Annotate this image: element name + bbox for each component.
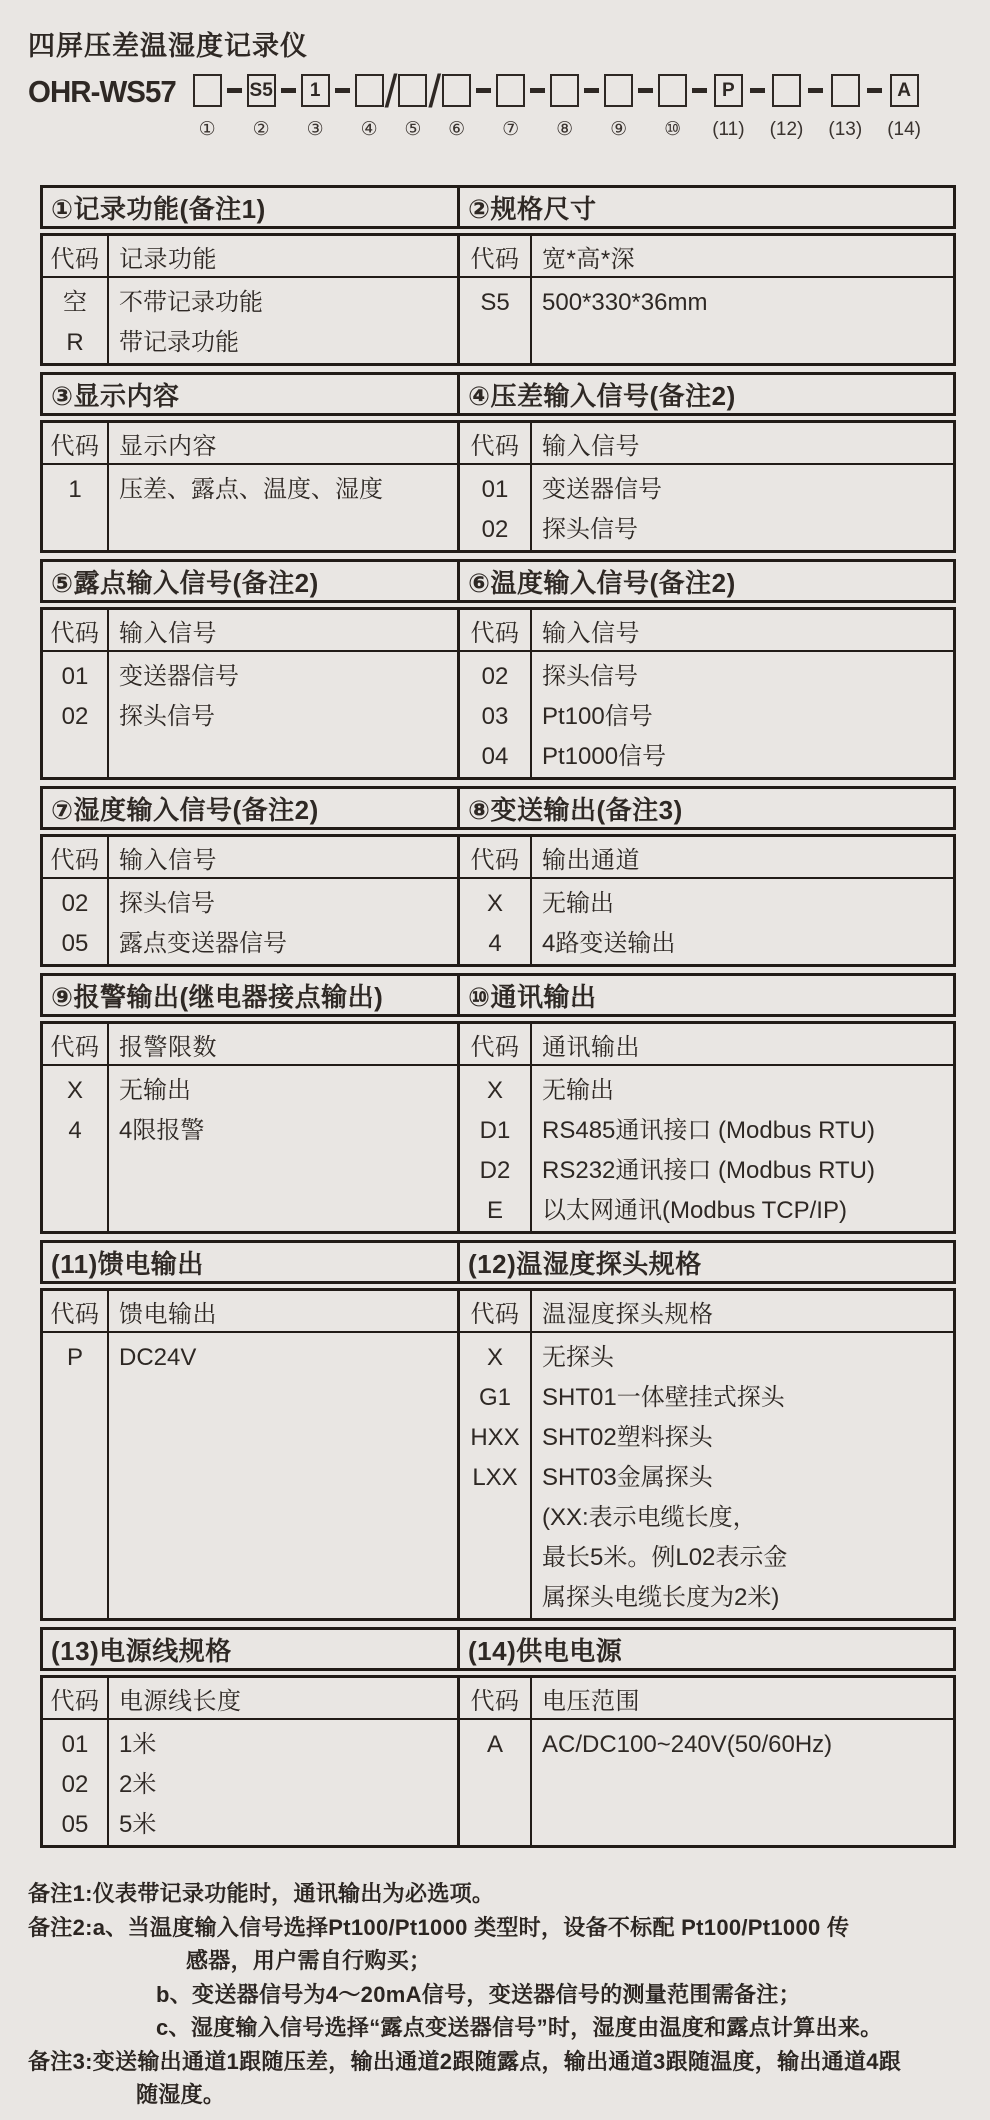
value-cell: AC/DC100~240V(50/60Hz) [542,1731,833,1758]
model-position-number: (11) [712,119,745,140]
section-14-table [460,1675,956,1848]
model-code-box [496,74,525,107]
dash-separator [867,88,882,93]
note-line: 随湿度。 [136,2082,226,2107]
code-column-header: 代码 [43,1024,109,1064]
section-5 [40,559,460,780]
value-column [532,278,953,363]
code-column-header: 代码 [43,1291,109,1331]
model-position-number: (14) [887,119,921,140]
section-body [460,1333,953,1618]
section-1 [40,185,460,366]
code-column [460,1333,532,1618]
value-cell: 无输出 [119,1077,191,1104]
note-line: 备注3:变送输出通道1跟随压差，输出通道2跟随露点，输出通道3跟随温度，输出通道4跟 [28,2048,902,2074]
section-12-header: (12)温湿度探头规格 [460,1240,956,1284]
value-column-header: 记录功能 [119,245,217,273]
section-13-table [40,1675,460,1848]
section-9-header: ⑨报警输出(继电器接点输出) [40,973,460,1017]
code-column-header: 代码 [460,1024,532,1064]
model-position-number: (12) [769,119,804,140]
code-cell [492,1578,499,1618]
dash-separator [281,88,296,93]
section-7-header: ⑦湿度输入信号(备注2) [40,786,460,830]
section-9-table [40,1021,460,1234]
spec-table [40,185,956,1848]
value-cell: 以太网通讯(Modbus TCP/IP) [542,1197,847,1224]
value-cell: 无输出 [542,890,614,917]
section-5-header: ⑤露点输入信号(备注2) [40,559,460,603]
value-column [109,1333,457,1618]
value-cell: Pt100信号 [542,703,653,730]
model-code-box [398,74,427,107]
model-code-box [658,74,687,107]
code-cell: 05 [61,1811,89,1838]
value-cell: 变送器信号 [542,476,662,503]
code-cell: X [66,1077,83,1104]
code-cell: 02 [61,703,89,730]
value-cell: 探头信号 [542,663,638,690]
column-header-row [460,236,953,278]
model-position-4 [355,74,384,140]
value-cell: 2米 [119,1771,157,1798]
model-position-13 [828,74,862,140]
code-cell: E [486,1197,503,1224]
section-3-header: ③显示内容 [40,372,460,416]
value-column-header: 温湿度探头规格 [542,1300,714,1328]
model-position-11 [712,74,744,140]
section-1-header: ①记录功能(备注1) [40,185,460,229]
dash-separator [638,88,653,93]
code-cell: HXX [470,1424,520,1451]
value-cell: 探头信号 [119,703,215,730]
section-10 [460,973,956,1234]
column-header-row [43,236,457,278]
note-line: c、湿度输入信号选择“露点变送器信号”时，湿度由温度和露点计算出来。 [156,2015,883,2040]
code-cell: LXX [472,1464,518,1491]
section-5-table [40,607,460,780]
section-10-header: ⑩通讯输出 [460,973,956,1017]
model-position-number: ⑦ [502,119,520,140]
code-cell: D2 [479,1157,511,1184]
column-header-row [460,1291,953,1333]
section-6 [460,559,956,780]
section-10-table [460,1021,956,1234]
code-cell: 1 [68,476,82,503]
model-position-1 [193,74,222,140]
section-body [43,465,457,550]
value-column [109,278,457,363]
value-column [532,1066,953,1231]
code-column [460,879,532,964]
value-cell: 属探头电缆长度为2米) [542,1584,780,1611]
column-header-row [460,610,953,652]
section-3-table [40,420,460,553]
code-column-header: 代码 [43,236,109,276]
value-column-header: 馈电输出 [119,1300,217,1328]
code-cell: X [486,1077,503,1104]
section-1-table [40,233,460,366]
column-header-row [460,1024,953,1066]
value-column [109,1720,457,1845]
section-body [43,1066,457,1231]
value-cell: 露点变送器信号 [119,930,287,957]
value-cell: 500*330*36mm [542,289,708,316]
code-column [43,465,109,550]
code-column-header: 代码 [460,1291,532,1331]
model-code-box [550,74,579,107]
model-position-number: ③ [306,119,324,140]
value-cell: 1米 [119,1731,157,1758]
section-8-table [460,834,956,967]
code-column-header: 代码 [460,423,532,463]
code-cell: P [66,1344,83,1371]
model-position-12 [770,74,804,140]
value-column-header: 宽*高*深 [542,245,636,273]
model-code-box [831,74,860,107]
model-position-3 [301,74,330,140]
section-8 [460,786,956,967]
model-position-5 [398,74,427,140]
value-cell: 探头信号 [119,890,215,917]
code-column [460,465,532,550]
section-body [43,652,457,777]
section-4-header: ④压差输入信号(备注2) [460,372,956,416]
column-header-row [43,423,457,465]
model-code-box [355,74,384,107]
section-4-table [460,420,956,553]
dash-separator [476,88,491,93]
model-code-box: 1 [301,74,330,107]
code-cell: A [486,1731,503,1758]
code-column-header: 代码 [43,610,109,650]
value-column-header: 显示内容 [119,432,217,460]
section-2-header: ②规格尺寸 [460,185,956,229]
section-2 [460,185,956,366]
value-cell: DC24V [119,1344,197,1371]
dash-separator [584,88,599,93]
column-header-row [460,837,953,879]
section-11-header: (11)馈电输出 [40,1240,460,1284]
model-position-10 [658,74,687,140]
column-header-row [460,423,953,465]
value-column [532,465,953,550]
code-column [43,1066,109,1231]
code-cell: 05 [61,930,89,957]
value-cell: 无探头 [542,1344,614,1371]
model-position-number: ② [252,119,270,140]
model-position-2 [247,74,276,140]
code-cell: 4 [488,930,502,957]
section-body [460,652,953,777]
code-cell: X [486,1344,503,1371]
model-code-box [442,74,471,107]
value-cell: 4限报警 [119,1117,205,1144]
model-prefix: OHR-WS57 [28,74,176,109]
page-title: 四屏压差温湿度记录仪 [28,31,308,61]
value-cell: 最长5米。例L02表示金 [542,1544,788,1571]
model-position-number: ① [198,119,216,140]
section-body [43,278,457,363]
code-column-header: 代码 [43,423,109,463]
note-line: 感器，用户需自行购买； [186,1948,432,1973]
code-column [43,652,109,777]
value-column [109,465,457,550]
section-6-table [460,607,956,780]
model-position-number: ⑥ [448,119,466,140]
section-12-table [460,1288,956,1621]
section-7 [40,786,460,967]
code-column [43,1720,109,1845]
model-position-number: ④ [360,119,378,140]
model-code-box: P [714,74,743,107]
model-position-9 [604,74,633,140]
model-position-number: ⑨ [610,119,628,140]
code-column [460,1066,532,1231]
section-8-header: ⑧变送输出(备注3) [460,786,956,830]
slash-separator: / [428,65,442,117]
slash-separator: / [384,65,398,117]
code-cell [492,1498,499,1538]
value-column-header: 电压范围 [542,1687,640,1715]
notes-block [28,1877,974,2112]
code-cell: 03 [481,703,509,730]
section-14-header: (14)供电电源 [460,1627,956,1671]
code-column [43,1333,109,1618]
code-cell: R [66,329,84,356]
value-cell: 无输出 [542,1077,614,1104]
model-position-6 [442,74,471,140]
value-column-header: 输入信号 [542,432,640,460]
value-cell: 探头信号 [542,516,638,543]
code-cell: G1 [478,1384,511,1411]
section-body [460,1066,953,1231]
code-cell [492,1538,499,1578]
code-column [43,879,109,964]
code-column-header: 代码 [460,1678,532,1718]
section-12 [460,1240,956,1621]
value-column [109,879,457,964]
section-body [43,1333,457,1618]
section-body [460,465,953,550]
value-cell: SHT01一体壁挂式探头 [542,1384,785,1411]
dash-separator [808,88,823,93]
value-column-header: 输入信号 [119,619,217,647]
model-position-8 [550,74,579,140]
dash-separator [750,88,765,93]
code-cell: D1 [479,1117,511,1144]
dash-separator [692,88,707,93]
section-2-table [460,233,956,366]
section-14 [460,1627,956,1848]
code-column [460,1720,532,1845]
code-cell: 4 [68,1117,82,1144]
model-position-number: (13) [828,119,863,140]
model-code-box [772,74,801,107]
value-column-header: 电源线长度 [119,1687,242,1715]
column-header-row [460,1678,953,1720]
model-code-box: A [890,74,919,107]
value-column [532,879,953,964]
value-cell: RS232通讯接口 (Modbus RTU) [542,1157,875,1184]
model-code-line [28,65,921,140]
code-cell: 01 [61,663,89,690]
column-header-row [43,1678,457,1720]
code-column [460,278,532,363]
value-column [532,1333,953,1618]
value-column-header: 报警限数 [119,1033,217,1061]
note-line: b、变送器信号为4～20mA信号，变送器信号的测量范围需备注； [156,1981,801,2007]
model-position-7 [496,74,525,140]
code-cell: 04 [481,743,509,770]
section-11 [40,1240,460,1621]
model-position-number: ⑤ [404,119,422,140]
dash-separator [530,88,545,93]
value-cell: 5米 [119,1811,157,1838]
code-cell: 01 [481,476,509,503]
section-11-table [40,1288,460,1621]
value-column [532,1720,953,1845]
section-body [460,278,953,363]
section-body [460,1720,953,1845]
value-cell: 不带记录功能 [119,289,263,316]
section-7-table [40,834,460,967]
code-cell: X [486,890,503,917]
code-cell: 02 [61,1771,89,1798]
section-body [460,879,953,964]
value-cell: 带记录功能 [119,329,239,356]
value-cell: RS485通讯接口 (Modbus RTU) [542,1117,875,1144]
code-column-header: 代码 [43,837,109,877]
code-cell: 02 [481,516,509,543]
model-code-box [604,74,633,107]
column-header-row [43,837,457,879]
value-column-header: 输入信号 [542,619,640,647]
column-header-row [43,1024,457,1066]
section-body [43,879,457,964]
value-column-header: 通讯输出 [542,1033,640,1061]
dash-separator [335,88,350,93]
section-9 [40,973,460,1234]
section-6-header: ⑥温度输入信号(备注2) [460,559,956,603]
value-cell: 4路变送输出 [542,930,676,957]
value-column [109,1066,457,1231]
value-cell: 压差、露点、温度、湿度 [119,476,383,503]
value-column-header: 输入信号 [119,846,217,874]
value-column [532,652,953,777]
note-line: 备注1:仪表带记录功能时，通讯输出为必选项。 [28,1881,495,1906]
value-column-header: 输出通道 [542,846,640,874]
model-position-14 [887,74,921,140]
value-cell: Pt1000信号 [542,743,667,770]
code-column-header: 代码 [460,837,532,877]
model-position-number: ⑩ [664,119,682,140]
code-column-header: 代码 [460,236,532,276]
column-header-row [43,610,457,652]
model-code-box [193,74,222,107]
value-cell: (XX:表示电缆长度， [542,1504,757,1531]
code-cell: 01 [61,1731,89,1758]
note-line: 备注2:a、当温度输入信号选择Pt100/Pt1000 类型时，设备不标配 Pt100/Pt1000 传 [28,1914,850,1940]
dash-separator [227,88,242,93]
section-4 [460,372,956,553]
section-3 [40,372,460,553]
section-body [43,1720,457,1845]
column-header-row [43,1291,457,1333]
section-13-header: (13)电源线规格 [40,1627,460,1671]
code-cell: 02 [481,663,509,690]
value-cell: SHT03金属探头 [542,1464,713,1491]
value-column [109,652,457,777]
code-column [43,278,109,363]
code-cell: 空 [63,289,87,316]
code-cell: 02 [61,890,89,917]
code-column-header: 代码 [460,610,532,650]
value-cell: 变送器信号 [119,663,239,690]
code-cell: S5 [480,289,510,316]
code-column-header: 代码 [43,1678,109,1718]
section-13 [40,1627,460,1848]
model-code-box: S5 [247,74,276,107]
value-cell: SHT02塑料探头 [542,1424,713,1451]
code-column [460,652,532,777]
model-position-number: ⑧ [556,119,574,140]
